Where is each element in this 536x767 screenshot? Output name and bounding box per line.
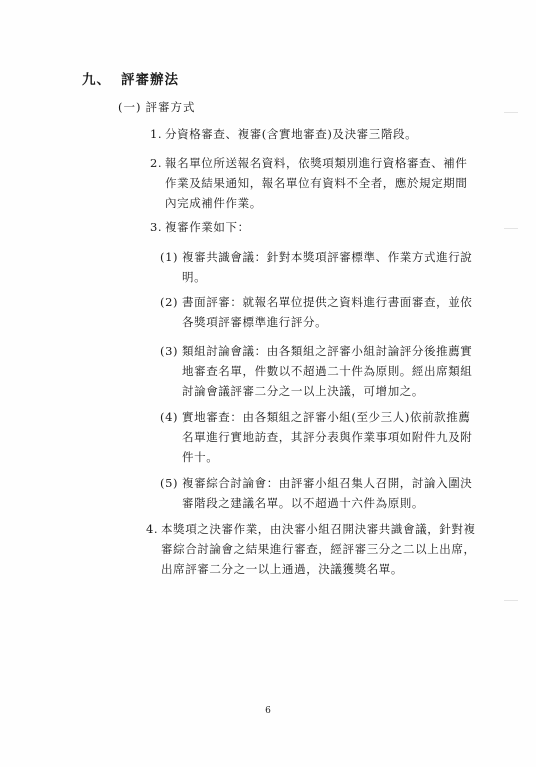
subsection-title: 評審方式 — [145, 100, 196, 114]
list-item — [160, 292, 474, 332]
list-item-text: 複審綜合討論會：由評審小組召集人召開，討論入圍決審階段之建議名單。以不超過十六件為原則。 — [182, 476, 473, 510]
scan-mark — [504, 112, 518, 113]
list-item-text: 書面評審：就報名單位提供之資料進行書面審查，並依各獎項評審標準進行評分。 — [182, 295, 473, 329]
subsection-number: (一) — [118, 100, 142, 114]
subsection-heading — [118, 99, 195, 115]
list-item-marker: 3. — [150, 220, 163, 234]
section-heading — [82, 68, 179, 88]
list-item — [150, 153, 470, 213]
list-item-marker: (5) — [160, 476, 179, 490]
list-item-text: 實地審查：由各類組之評審小組(至少三人)依前款推薦名單進行實地訪查，其評分表與作業事項如附件九及附件十。 — [182, 410, 473, 464]
list-item — [146, 519, 476, 579]
list-item — [150, 217, 450, 237]
list-item-text: 複審共識會議：針對本獎項評審標準、作業方式進行說明。 — [182, 250, 473, 284]
page-number: 6 — [265, 706, 271, 716]
list-item-marker: (1) — [160, 250, 179, 264]
list-item-text: 本獎項之決審作業，由決審小組召開決審共識會議，針對複審綜合討論會之結果進行審查，經評審三分之二以上出席，出席評審二分之一以上通過，決議獲獎名單。 — [161, 522, 476, 576]
scan-mark — [504, 600, 518, 601]
list-item — [160, 473, 474, 513]
list-item-text: 類組討論會議：由各類組之評審小組討論評分後推薦實地審查名單，件數以不超過二十件為原則。經出席類組討論會議評審二分之一以上決議，可增加之。 — [182, 344, 473, 398]
list-item-text: 複審作業如下： — [165, 220, 250, 234]
list-item-marker: 1. — [150, 127, 163, 141]
list-item-marker: (4) — [160, 410, 179, 424]
list-item-marker: 4. — [146, 522, 159, 536]
list-item-marker: 2. — [150, 156, 163, 170]
list-item — [160, 407, 474, 467]
section-title: 評審辦法 — [121, 72, 179, 88]
list-item-text: 報名單位所送報名資料，依獎項類別進行資格審查、補件作業及結果通知，報名單位有資料不全者，應於規定期間內完成補件作業。 — [165, 156, 468, 210]
list-item — [160, 341, 474, 401]
scan-mark — [504, 228, 518, 229]
section-number: 九、 — [82, 72, 111, 88]
list-item-text: 分資格審查、複審(含實地審查)及決審三階段。 — [165, 127, 418, 141]
list-item — [150, 124, 450, 144]
list-item-marker: (2) — [160, 295, 179, 309]
list-item — [160, 247, 474, 287]
list-item-marker: (3) — [160, 344, 179, 358]
